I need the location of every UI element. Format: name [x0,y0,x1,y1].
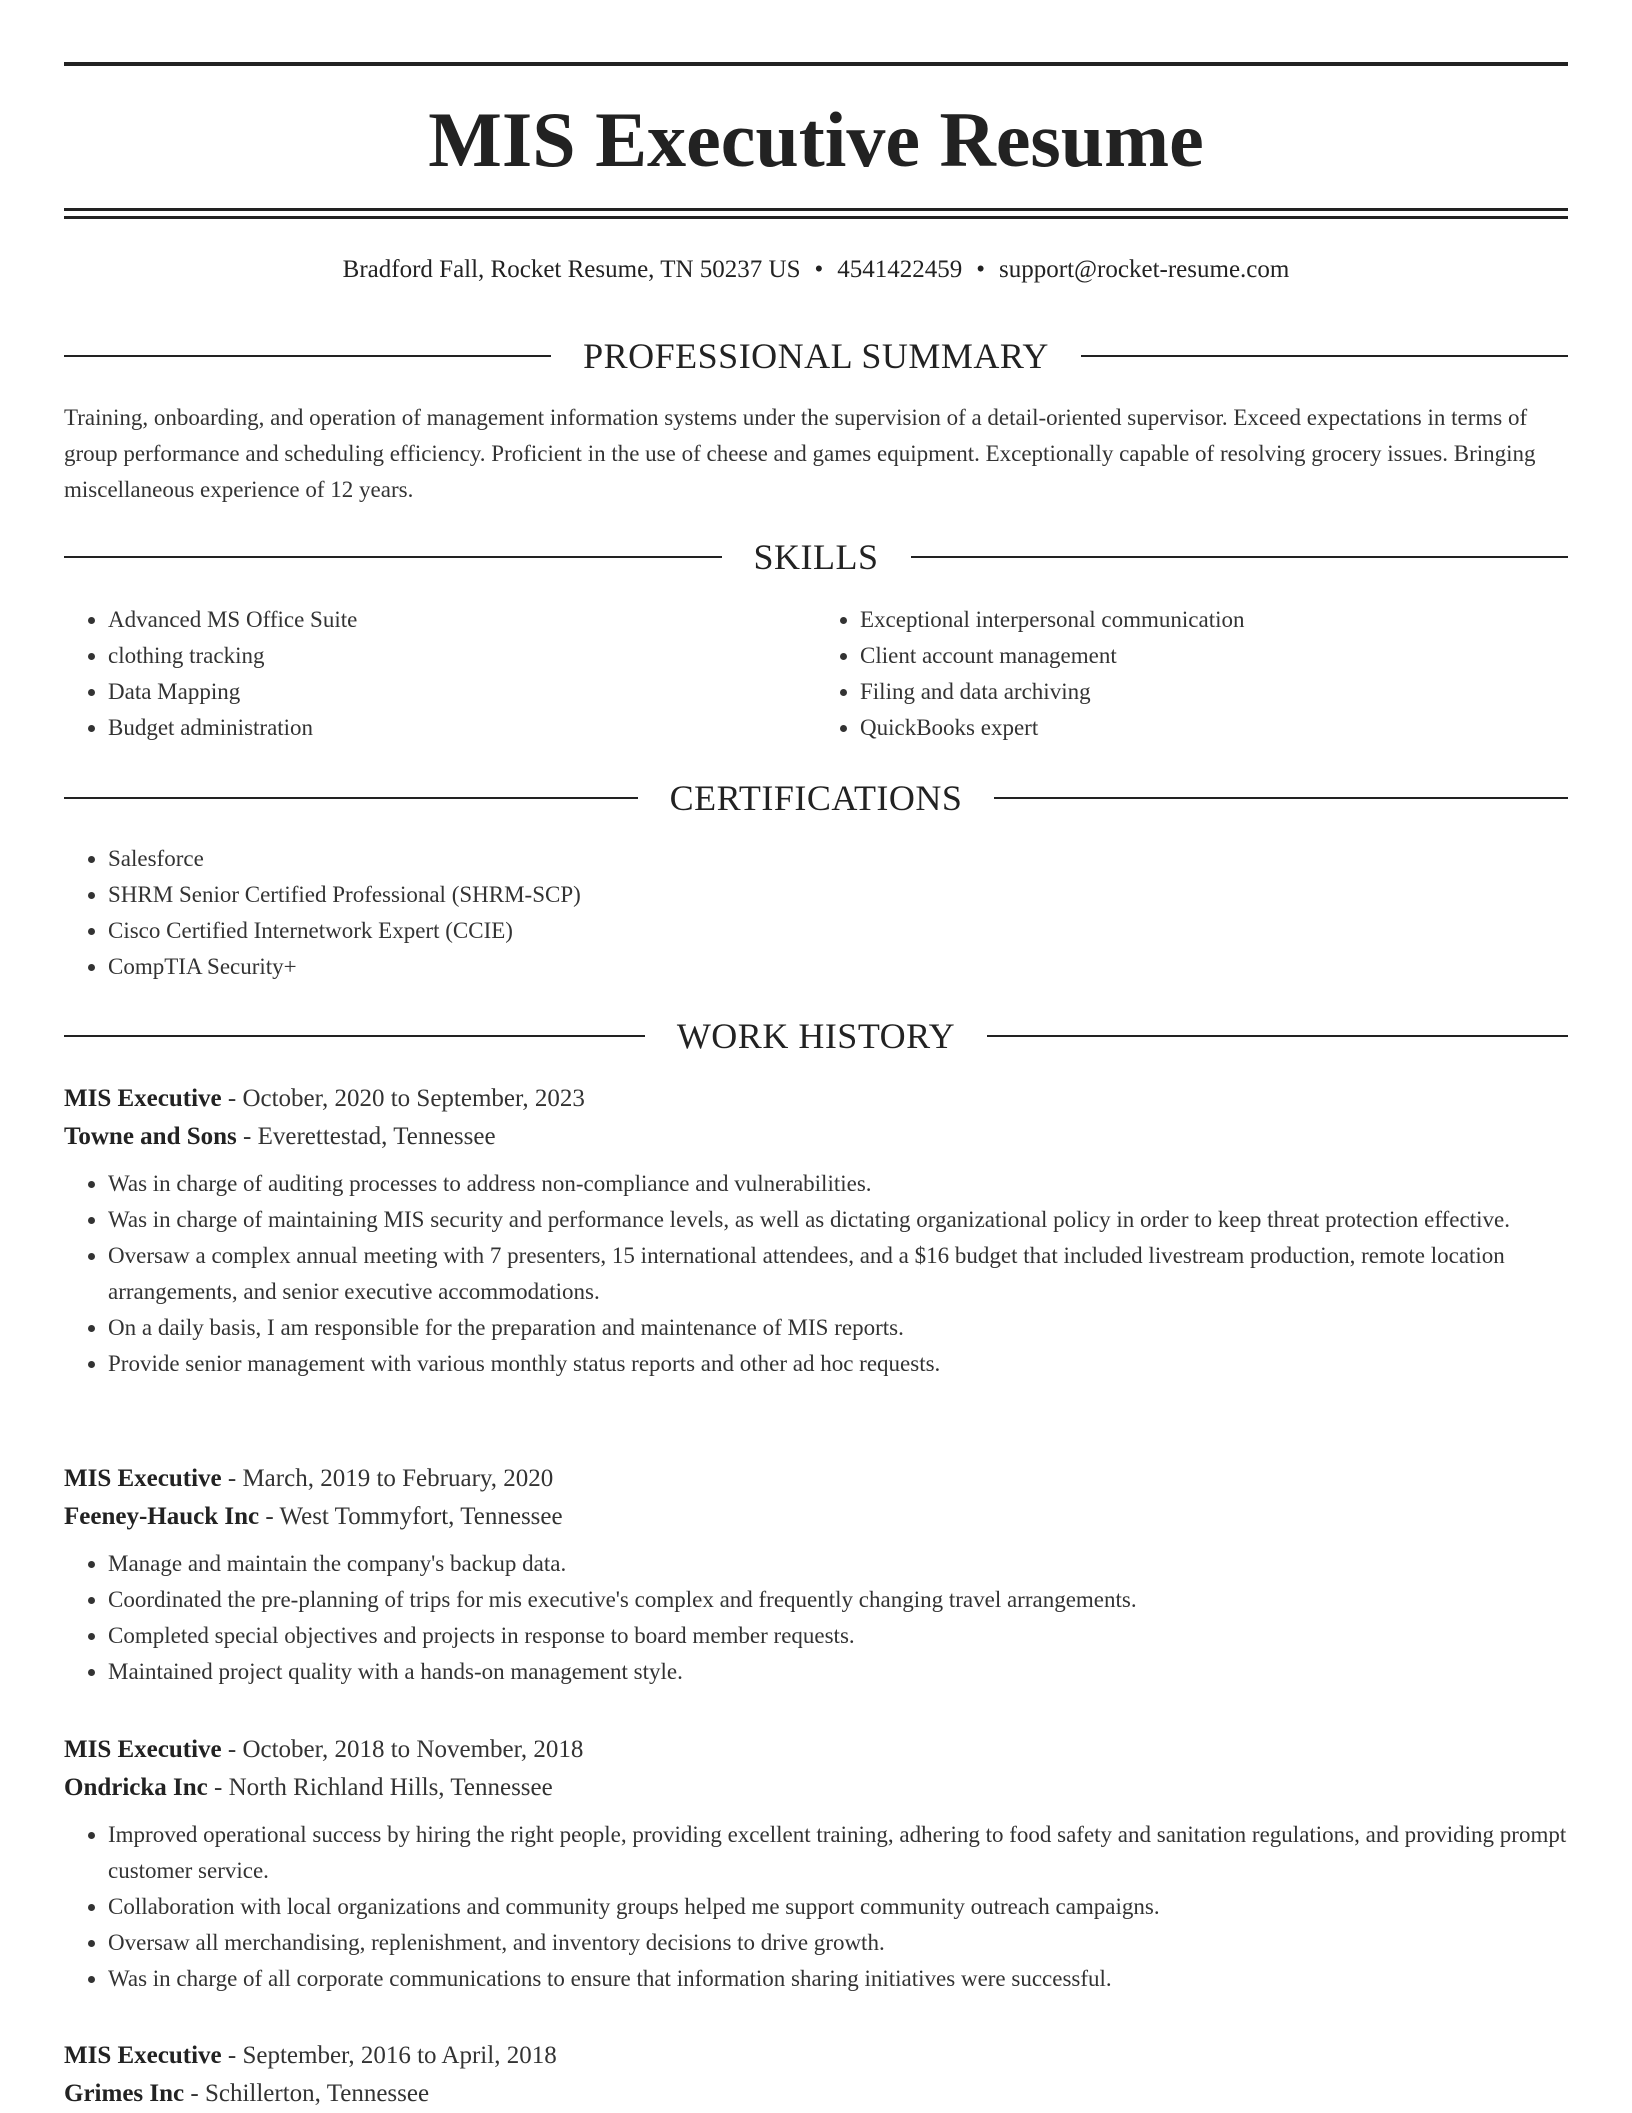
job-entry [64,1460,1568,1690]
job-dates: - September, 2016 to April, 2018 [221,2042,557,2069]
job-entry [64,1080,1568,1382]
job-bullet: • Maintained project quality with a hands-on management style. [108,1654,1568,1690]
heading-rule [987,1035,1568,1037]
job-company-line [64,1498,1568,1536]
certifications-list [64,841,1568,985]
section-heading-skills [64,535,1568,579]
job-title-line [64,2037,1568,2075]
job-dates: - October, 2020 to September, 2023 [221,1085,585,1112]
job-bullet: • Coordinated the pre-planning of trips for mis executive's complex and frequently changing travel arrangements. [108,1582,1568,1618]
contact-email: support@rocket-resume.com [999,256,1290,283]
job-bullet: • Oversaw a complex annual meeting with 7 presenters, 15 international attendees, and a $16 budget that included livestream production, remote location arrangements, and senior executive accommodations. [108,1238,1568,1310]
heading-rule [64,797,638,799]
contact-phone: 4541422459 [837,256,963,283]
section-heading-certifications [64,776,1568,820]
job-bullet: • Manage and maintain the company's backup data. [108,1546,1568,1582]
contact-separator: • [976,256,986,283]
skill-item: • Data Mapping [108,674,816,710]
certification-item: • Salesforce [108,841,1568,877]
heading-rule [64,1035,645,1037]
job-bullet: • Was in charge of maintaining MIS security and performance levels, as well as dictating organizational policy in order to keep threat protection effective. [108,1202,1568,1238]
job-company: Towne and Sons [64,1123,237,1150]
job-title: MIS Executive [64,1736,222,1763]
job-bullet: • Completed special objectives and projects in response to board member requests. [108,1618,1568,1654]
section-heading-summary [64,334,1568,378]
skill-item: • QuickBooks expert [860,710,1568,746]
job-location: - North Richland Hills, Tennessee [207,1774,553,1801]
job-title-line [64,1731,1568,1769]
section-title: CERTIFICATIONS [669,778,963,818]
section-title: PROFESSIONAL SUMMARY [583,336,1049,376]
job-company-line [64,1769,1568,1807]
title-rule-upper [64,208,1568,211]
job-location: - West Tommyfort, Tennessee [259,1503,563,1530]
job-company: Ondricka Inc [64,1774,208,1801]
heading-rule [64,355,551,357]
contact-address: Bradford Fall, Rocket Resume, TN 50237 US [342,256,801,283]
job-location: - Everettestad, Tennessee [236,1123,496,1150]
job-location: - Schillerton, Tennessee [184,2080,430,2107]
skills-list [64,602,1568,746]
certification-item: • SHRM Senior Certified Professional (SHRM-SCP) [108,877,1568,913]
job-entry [64,1731,1568,1997]
summary-text: Training, onboarding, and operation of management information systems under the supervision of a detail-oriented supervisor. Exceed expectations in terms of group performance and scheduling efficiency. Proficient in the use of cheese and games equipment. Exceptionally capable of resolving grocery issues. Bringing miscellaneous experience of 12 years. [64,405,1536,502]
job-title: MIS Executive [64,2042,222,2069]
contact-line [64,252,1568,288]
skills-column-left [64,602,816,746]
job-dates: - March, 2019 to February, 2020 [221,1465,554,1492]
job-company-line [64,2075,1568,2113]
job-bullet: • Improved operational success by hiring the right people, providing excellent training, adhering to food safety and sanitation regulations, and providing prompt customer service. [108,1817,1568,1889]
skill-item: • Exceptional interpersonal communication [860,602,1568,638]
top-rule [64,62,1568,66]
job-bullet: • Provide senior management with various monthly status reports and other ad hoc requests. [108,1346,1568,1382]
skill-item: • Advanced MS Office Suite [108,602,816,638]
heading-rule [911,556,1569,558]
job-bullet: • Collaboration with local organizations and community groups helped me support community outreach campaigns. [108,1889,1568,1925]
job-title-line [64,1080,1568,1118]
heading-rule [64,556,722,558]
job-dates: - October, 2018 to November, 2018 [221,1736,584,1763]
job-company: Grimes Inc [64,2080,185,2107]
section-title: SKILLS [753,537,879,577]
skill-item: • Filing and data archiving [860,674,1568,710]
job-title: MIS Executive [64,1465,222,1492]
title-rule-lower [64,216,1568,219]
heading-rule [994,797,1568,799]
job-title-line [64,1460,1568,1498]
contact-separator: • [814,256,824,283]
section-heading-work-history [64,1014,1568,1058]
job-title: MIS Executive [64,1085,222,1112]
job-company: Feeney-Hauck Inc [64,1503,260,1530]
certification-item: • CompTIA Security+ [108,949,1568,985]
skills-column-right [816,602,1568,746]
job-bullet: • Was in charge of auditing processes to address non-compliance and vulnerabilities. [108,1166,1568,1202]
certification-item: • Cisco Certified Internetwork Expert (CCIE) [108,913,1568,949]
heading-rule [1081,355,1568,357]
job-bullet: • On a daily basis, I am responsible for the preparation and maintenance of MIS reports. [108,1310,1568,1346]
job-entry [64,2037,1568,2113]
job-bullet: • Was in charge of all corporate communications to ensure that information sharing initiatives were successful. [108,1961,1568,1997]
section-title: WORK HISTORY [676,1016,956,1056]
job-company-line [64,1118,1568,1156]
job-bullet: • Oversaw all merchandising, replenishment, and inventory decisions to drive growth. [108,1925,1568,1961]
resume-title: MIS Executive Resume [428,96,1204,183]
skill-item: • Client account management [860,638,1568,674]
skill-item: • clothing tracking [108,638,816,674]
skill-item: • Budget administration [108,710,816,746]
